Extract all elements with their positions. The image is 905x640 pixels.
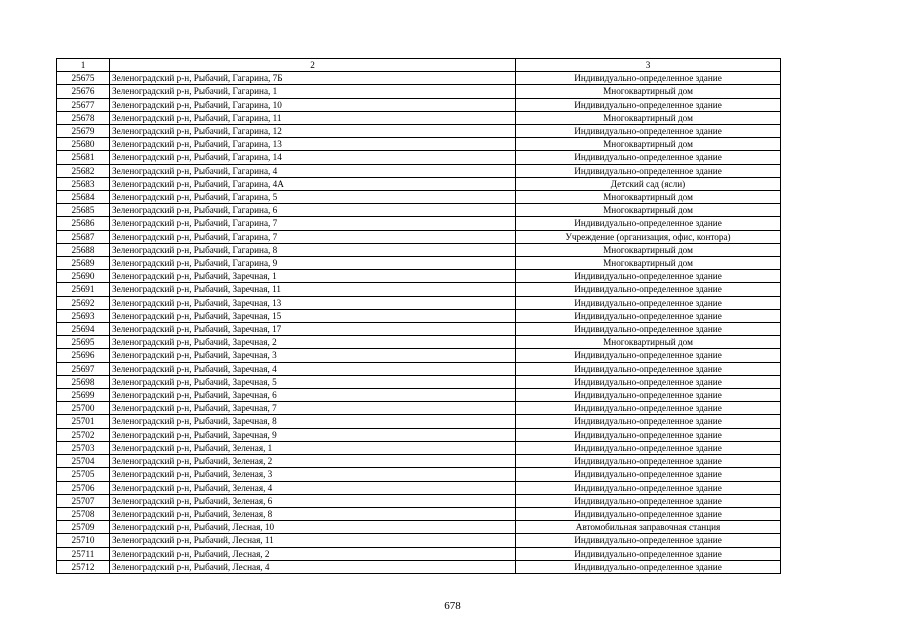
table-row <box>57 507 781 520</box>
row-address: Зеленоградский р-н, Рыбачий, Гагарина, 12 <box>110 125 516 138</box>
row-number: 25684 <box>57 191 110 204</box>
table-row <box>57 98 781 111</box>
table-row <box>57 164 781 177</box>
row-building-type: Индивидуально-определенное здание <box>516 151 781 164</box>
row-number: 25687 <box>57 230 110 243</box>
table-row <box>57 85 781 98</box>
table-row <box>57 217 781 230</box>
table-row <box>57 283 781 296</box>
row-building-type: Индивидуально-определенное здание <box>516 547 781 560</box>
table-row <box>57 389 781 402</box>
row-number: 25688 <box>57 243 110 256</box>
row-address: Зеленоградский р-н, Рыбачий, Зеленая, 8 <box>110 507 516 520</box>
row-address: Зеленоградский р-н, Рыбачий, Заречная, 17 <box>110 323 516 336</box>
table-row <box>57 534 781 547</box>
row-building-type: Автомобильная заправочная станция <box>516 521 781 534</box>
row-building-type: Учреждение (организация, офис, контора) <box>516 230 781 243</box>
row-address: Зеленоградский р-н, Рыбачий, Лесная, 11 <box>110 534 516 547</box>
table-row <box>57 455 781 468</box>
row-address: Зеленоградский р-н, Рыбачий, Заречная, 9 <box>110 428 516 441</box>
row-address: Зеленоградский р-н, Рыбачий, Гагарина, 1 <box>110 85 516 98</box>
table-row <box>57 243 781 256</box>
row-number: 25705 <box>57 468 110 481</box>
table-row <box>57 138 781 151</box>
row-number: 25690 <box>57 270 110 283</box>
row-address: Зеленоградский р-н, Рыбачий, Гагарина, 11 <box>110 111 516 124</box>
row-address: Зеленоградский р-н, Рыбачий, Гагарина, 6 <box>110 204 516 217</box>
row-number: 25694 <box>57 323 110 336</box>
row-address: Зеленоградский р-н, Рыбачий, Заречная, 8 <box>110 415 516 428</box>
row-building-type: Индивидуально-определенное здание <box>516 362 781 375</box>
page-number: 678 <box>444 600 461 612</box>
row-number: 25678 <box>57 111 110 124</box>
table-row <box>57 349 781 362</box>
table-row <box>57 481 781 494</box>
table-row <box>57 177 781 190</box>
row-address: Зеленоградский р-н, Рыбачий, Гагарина, 8 <box>110 243 516 256</box>
row-number: 25712 <box>57 560 110 573</box>
row-number: 25703 <box>57 441 110 454</box>
row-address: Зеленоградский р-н, Рыбачий, Заречная, 2 <box>110 336 516 349</box>
row-building-type: Индивидуально-определенное здание <box>516 164 781 177</box>
row-number: 25699 <box>57 389 110 402</box>
row-number: 25682 <box>57 164 110 177</box>
table-row <box>57 521 781 534</box>
table-row <box>57 362 781 375</box>
row-address: Зеленоградский р-н, Рыбачий, Лесная, 10 <box>110 521 516 534</box>
row-number: 25704 <box>57 455 110 468</box>
table-row <box>57 230 781 243</box>
row-building-type: Детский сад (ясли) <box>516 177 781 190</box>
row-address: Зеленоградский р-н, Рыбачий, Заречная, 11 <box>110 283 516 296</box>
row-number: 25680 <box>57 138 110 151</box>
row-number: 25677 <box>57 98 110 111</box>
row-address: Зеленоградский р-н, Рыбачий, Заречная, 7 <box>110 402 516 415</box>
row-address: Зеленоградский р-н, Рыбачий, Гагарина, 7Б <box>110 72 516 85</box>
row-number: 25707 <box>57 494 110 507</box>
row-number: 25701 <box>57 415 110 428</box>
row-building-type: Индивидуально-определенное здание <box>516 309 781 322</box>
row-building-type: Индивидуально-определенное здание <box>516 217 781 230</box>
row-number: 25697 <box>57 362 110 375</box>
row-building-type: Многоквартирный дом <box>516 85 781 98</box>
row-number: 25700 <box>57 402 110 415</box>
table-row <box>57 428 781 441</box>
row-number: 25686 <box>57 217 110 230</box>
row-address: Зеленоградский р-н, Рыбачий, Гагарина, 13 <box>110 138 516 151</box>
row-building-type: Индивидуально-определенное здание <box>516 441 781 454</box>
row-address: Зеленоградский р-н, Рыбачий, Гагарина, 9 <box>110 257 516 270</box>
row-number: 25706 <box>57 481 110 494</box>
row-number: 25681 <box>57 151 110 164</box>
row-address: Зеленоградский р-н, Рыбачий, Гагарина, 7 <box>110 230 516 243</box>
row-number: 25711 <box>57 547 110 560</box>
table-row <box>57 560 781 573</box>
row-number: 25679 <box>57 125 110 138</box>
row-address: Зеленоградский р-н, Рыбачий, Зеленая, 2 <box>110 455 516 468</box>
row-address: Зеленоградский р-н, Рыбачий, Лесная, 2 <box>110 547 516 560</box>
row-building-type: Индивидуально-определенное здание <box>516 428 781 441</box>
row-number: 25708 <box>57 507 110 520</box>
table-row <box>57 296 781 309</box>
table-header <box>57 59 781 72</box>
table-row <box>57 151 781 164</box>
row-address: Зеленоградский р-н, Рыбачий, Заречная, 5 <box>110 375 516 388</box>
row-address: Зеленоградский р-н, Рыбачий, Зеленая, 6 <box>110 494 516 507</box>
table-row <box>57 441 781 454</box>
table-row <box>57 191 781 204</box>
row-number: 25692 <box>57 296 110 309</box>
row-number: 25691 <box>57 283 110 296</box>
table-row <box>57 72 781 85</box>
row-building-type: Многоквартирный дом <box>516 257 781 270</box>
row-building-type: Индивидуально-определенное здание <box>516 72 781 85</box>
row-number: 25675 <box>57 72 110 85</box>
row-building-type: Индивидуально-определенное здание <box>516 375 781 388</box>
row-number: 25709 <box>57 521 110 534</box>
row-address: Зеленоградский р-н, Рыбачий, Гагарина, 14 <box>110 151 516 164</box>
row-number: 25698 <box>57 375 110 388</box>
row-building-type: Индивидуально-определенное здание <box>516 494 781 507</box>
row-building-type: Многоквартирный дом <box>516 336 781 349</box>
row-building-type: Индивидуально-определенное здание <box>516 468 781 481</box>
table-body <box>57 72 781 574</box>
row-number: 25689 <box>57 257 110 270</box>
header-col-2: 2 <box>110 59 516 72</box>
row-building-type: Индивидуально-определенное здание <box>516 455 781 468</box>
row-number: 25693 <box>57 309 110 322</box>
row-number: 25676 <box>57 85 110 98</box>
table-row <box>57 547 781 560</box>
row-address: Зеленоградский р-н, Рыбачий, Заречная, 15 <box>110 309 516 322</box>
row-address: Зеленоградский р-н, Рыбачий, Заречная, 1 <box>110 270 516 283</box>
table-row <box>57 415 781 428</box>
row-address: Зеленоградский р-н, Рыбачий, Зеленая, 3 <box>110 468 516 481</box>
table-row <box>57 402 781 415</box>
table-row <box>57 375 781 388</box>
row-building-type: Индивидуально-определенное здание <box>516 296 781 309</box>
row-address: Зеленоградский р-н, Рыбачий, Зеленая, 4 <box>110 481 516 494</box>
row-address: Зеленоградский р-н, Рыбачий, Гагарина, 4А <box>110 177 516 190</box>
row-address: Зеленоградский р-н, Рыбачий, Заречная, 3 <box>110 349 516 362</box>
row-building-type: Индивидуально-определенное здание <box>516 125 781 138</box>
header-col-1: 1 <box>57 59 110 72</box>
row-building-type: Индивидуально-определенное здание <box>516 283 781 296</box>
row-building-type: Индивидуально-определенное здание <box>516 98 781 111</box>
header-row <box>57 59 781 72</box>
row-number: 25702 <box>57 428 110 441</box>
row-building-type: Индивидуально-определенное здание <box>516 507 781 520</box>
row-number: 25695 <box>57 336 110 349</box>
row-building-type: Индивидуально-определенное здание <box>516 349 781 362</box>
row-building-type: Индивидуально-определенное здание <box>516 402 781 415</box>
registry-table <box>56 58 781 574</box>
row-building-type: Многоквартирный дом <box>516 204 781 217</box>
row-building-type: Многоквартирный дом <box>516 243 781 256</box>
row-address: Зеленоградский р-н, Рыбачий, Заречная, 13 <box>110 296 516 309</box>
row-address: Зеленоградский р-н, Рыбачий, Зеленая, 1 <box>110 441 516 454</box>
row-number: 25696 <box>57 349 110 362</box>
table-row <box>57 111 781 124</box>
row-address: Зеленоградский р-н, Рыбачий, Лесная, 4 <box>110 560 516 573</box>
row-number: 25683 <box>57 177 110 190</box>
table-row <box>57 125 781 138</box>
row-address: Зеленоградский р-н, Рыбачий, Гагарина, 7 <box>110 217 516 230</box>
header-col-3: 3 <box>516 59 781 72</box>
table-row <box>57 494 781 507</box>
row-number: 25710 <box>57 534 110 547</box>
row-building-type: Многоквартирный дом <box>516 138 781 151</box>
row-building-type: Индивидуально-определенное здание <box>516 560 781 573</box>
table-row <box>57 257 781 270</box>
row-building-type: Индивидуально-определенное здание <box>516 270 781 283</box>
row-building-type: Многоквартирный дом <box>516 111 781 124</box>
row-address: Зеленоградский р-н, Рыбачий, Гагарина, 4 <box>110 164 516 177</box>
table-row <box>57 309 781 322</box>
row-number: 25685 <box>57 204 110 217</box>
row-building-type: Индивидуально-определенное здание <box>516 389 781 402</box>
row-address: Зеленоградский р-н, Рыбачий, Гагарина, 10 <box>110 98 516 111</box>
table-row <box>57 323 781 336</box>
table-row <box>57 468 781 481</box>
table-row <box>57 270 781 283</box>
row-address: Зеленоградский р-н, Рыбачий, Заречная, 6 <box>110 389 516 402</box>
table-row <box>57 204 781 217</box>
row-building-type: Индивидуально-определенное здание <box>516 323 781 336</box>
row-building-type: Индивидуально-определенное здание <box>516 415 781 428</box>
row-building-type: Индивидуально-определенное здание <box>516 481 781 494</box>
row-address: Зеленоградский р-н, Рыбачий, Гагарина, 5 <box>110 191 516 204</box>
row-building-type: Индивидуально-определенное здание <box>516 534 781 547</box>
table-row <box>57 336 781 349</box>
row-building-type: Многоквартирный дом <box>516 191 781 204</box>
row-address: Зеленоградский р-н, Рыбачий, Заречная, 4 <box>110 362 516 375</box>
